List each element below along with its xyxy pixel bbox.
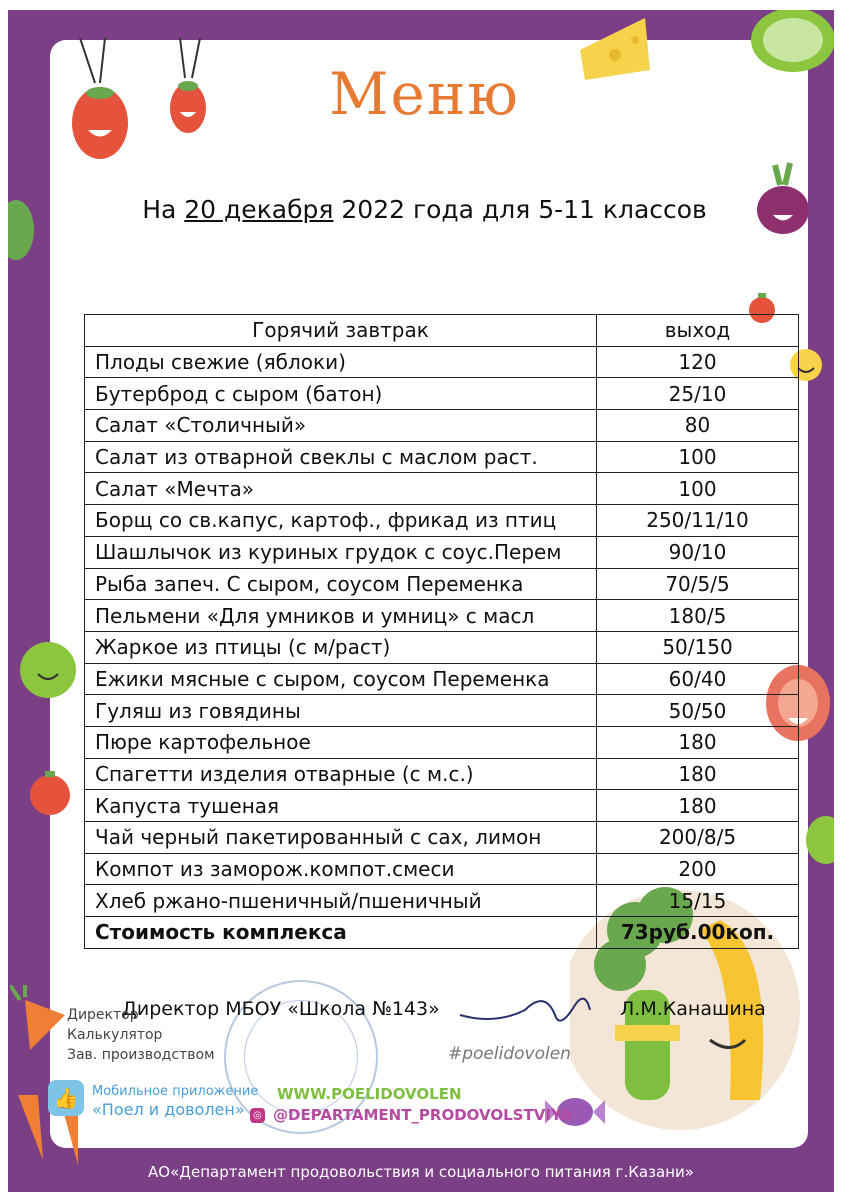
menu-table-body	[85, 346, 799, 948]
dish-name: Пельмени «Для умников и умниц» с масл	[85, 600, 597, 632]
table-row	[85, 726, 799, 758]
dish-portion: 200	[597, 853, 799, 885]
director-name: Л.М.Канашина	[620, 998, 766, 1020]
staff-list	[67, 1005, 215, 1065]
dish-name: Бутерброд с сыром (батон)	[85, 378, 597, 410]
dish-name: Спагетти изделия отварные (с м.с.)	[85, 758, 597, 790]
table-row	[85, 663, 799, 695]
dish-name: Ежики мясные с сыром, соусом Переменка	[85, 663, 597, 695]
dish-portion: 120	[597, 346, 799, 378]
dish-name: Компот из заморож.компот.смеси	[85, 853, 597, 885]
total-label: Стоимость комплекса	[85, 917, 597, 949]
subtitle-suffix: 2022 года для 5-11 классов	[341, 195, 707, 224]
header-dish: Горячий завтрак	[85, 315, 597, 347]
table-row	[85, 822, 799, 854]
dish-name: Салат из отварной свеклы с маслом раст.	[85, 441, 597, 473]
dish-portion: 80	[597, 410, 799, 442]
table-row	[85, 631, 799, 663]
side-leaf-illustration	[800, 815, 834, 865]
dish-name: Гуляш из говядины	[85, 695, 597, 727]
dish-name: Жаркое из птицы (с м/раст)	[85, 631, 597, 663]
table-row	[85, 441, 799, 473]
dish-name: Пюре картофельное	[85, 726, 597, 758]
dish-name: Чай черный пакетированный с сах, лимон	[85, 822, 597, 854]
table-row	[85, 473, 799, 505]
total-row	[85, 917, 799, 949]
menu-table	[84, 314, 799, 949]
table-row	[85, 410, 799, 442]
thumbs-up-icon: 👍	[48, 1080, 84, 1116]
dish-portion: 50/150	[597, 631, 799, 663]
dish-name: Салат «Мечта»	[85, 473, 597, 505]
page-title: Меню	[329, 60, 520, 128]
dish-portion: 200/8/5	[597, 822, 799, 854]
dish-name: Капуста тушеная	[85, 790, 597, 822]
staff-calculator: Калькулятор	[67, 1027, 163, 1043]
subtitle-date: 20 декабря	[184, 195, 334, 224]
instagram-handle[interactable]	[250, 1106, 572, 1124]
subtitle-prefix: На	[142, 195, 177, 224]
dish-portion: 180	[597, 758, 799, 790]
dish-portion: 250/11/10	[597, 505, 799, 537]
dish-portion: 50/50	[597, 695, 799, 727]
table-row	[85, 505, 799, 537]
dish-portion: 70/5/5	[597, 568, 799, 600]
instagram-text: @DEPARTAMENT_PRODOVOLSTVIYA	[273, 1106, 572, 1124]
table-row	[85, 346, 799, 378]
table-row	[85, 536, 799, 568]
dish-name: Салат «Столичный»	[85, 410, 597, 442]
mobile-app-promo	[92, 1083, 258, 1119]
tomato-illustration	[25, 765, 75, 820]
dish-name: Хлеб ржано-пшеничный/пшеничный	[85, 885, 597, 917]
website-link[interactable]: WWW.POELIDOVOLEN	[277, 1085, 462, 1103]
table-row	[85, 758, 799, 790]
dish-portion: 25/10	[597, 378, 799, 410]
staff-production-head: Зав. производством	[67, 1047, 215, 1063]
table-row	[85, 853, 799, 885]
dish-portion: 180	[597, 790, 799, 822]
staff-director: Директор	[67, 1007, 139, 1023]
app-caption: Мобильное приложение	[92, 1084, 259, 1099]
table-row	[85, 600, 799, 632]
table-row	[85, 790, 799, 822]
table-row	[85, 885, 799, 917]
director-title: Директор МБОУ «Школа №143»	[122, 998, 440, 1020]
dish-name: Борщ со св.капус, картоф., фрикад из птиц	[85, 505, 597, 537]
dish-portion: 100	[597, 473, 799, 505]
total-price: 73руб.00коп.	[597, 917, 799, 949]
dish-portion: 90/10	[597, 536, 799, 568]
dish-portion: 180	[597, 726, 799, 758]
menu-subtitle	[0, 195, 849, 224]
table-header-row	[85, 315, 799, 347]
footer-organization: АО«Департамент продовольствия и социального питания г.Казани»	[148, 1163, 694, 1181]
table-row	[85, 568, 799, 600]
dish-name: Плоды свежие (яблоки)	[85, 346, 597, 378]
dish-portion: 15/15	[597, 885, 799, 917]
signature-scribble	[455, 985, 595, 1030]
dish-name: Рыба запеч. С сыром, соусом Переменка	[85, 568, 597, 600]
apple-illustration	[8, 630, 78, 700]
app-name: «Поел и доволен»	[92, 1100, 245, 1119]
hashtag: #poelidovolen	[448, 1044, 571, 1064]
dish-portion: 100	[597, 441, 799, 473]
dish-portion: 180/5	[597, 600, 799, 632]
dish-portion: 60/40	[597, 663, 799, 695]
table-row	[85, 695, 799, 727]
carrot-illustration	[10, 985, 70, 1055]
table-row	[85, 378, 799, 410]
header-portion: выход	[597, 315, 799, 347]
instagram-icon: ◎	[250, 1108, 265, 1123]
dish-name: Шашлычок из куриных грудок с соус.Перем	[85, 536, 597, 568]
